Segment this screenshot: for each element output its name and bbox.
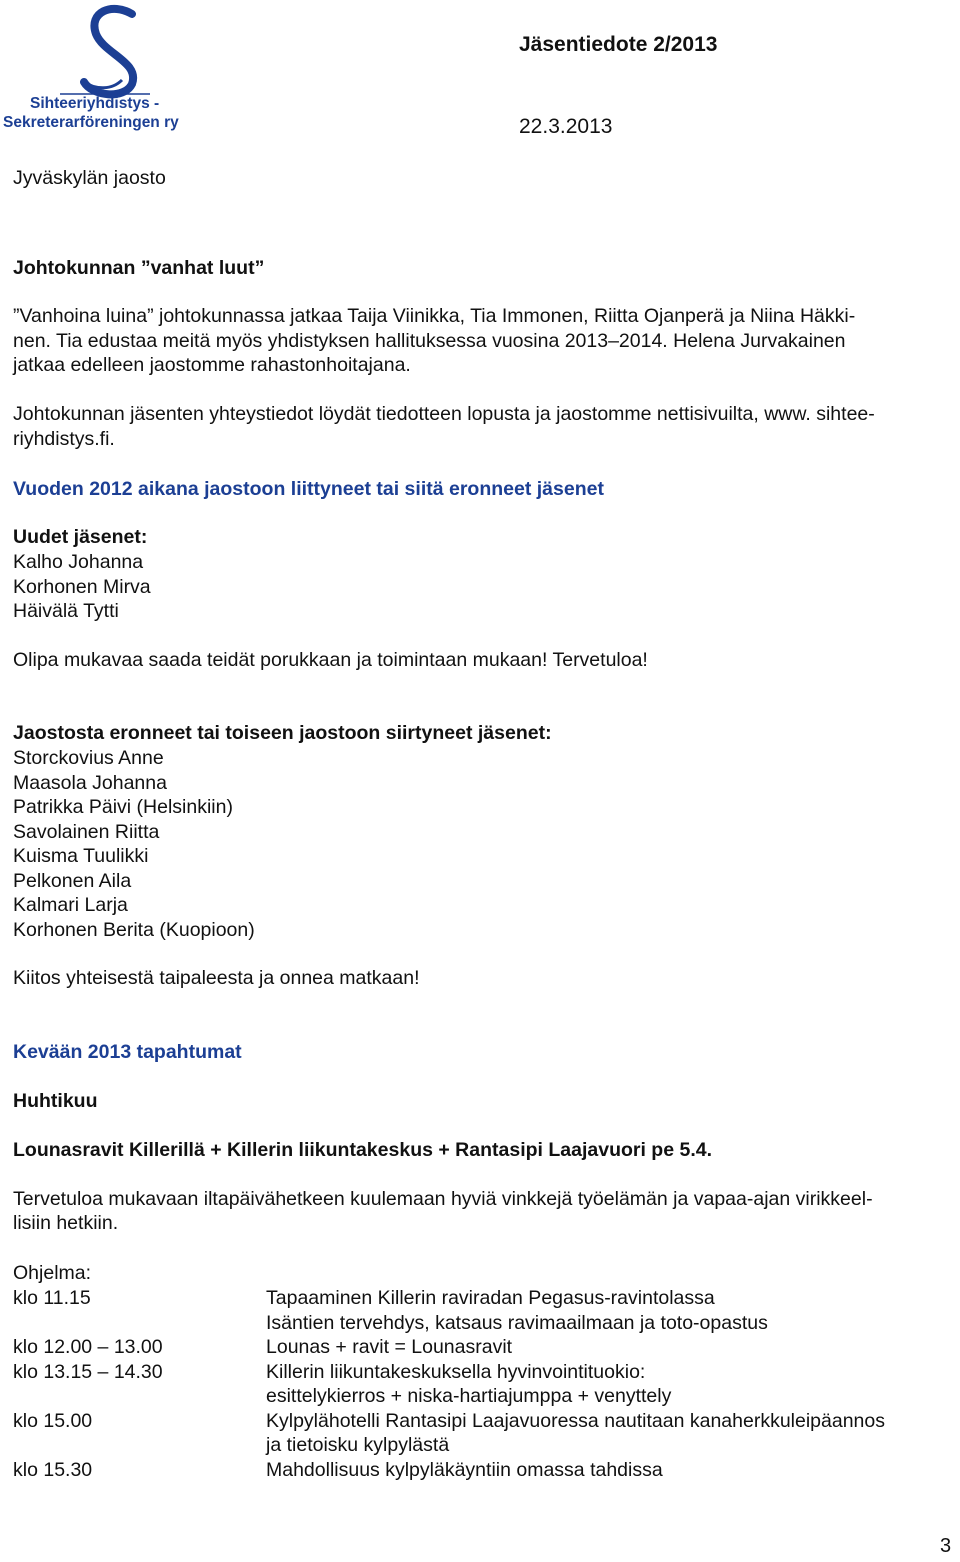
board-heading: Johtokunnan ”vanhat luut” <box>13 257 265 279</box>
bulletin-title: Jäsentiedote 2/2013 <box>519 33 718 56</box>
new-members-heading: Uudet jäsenet: <box>13 526 148 548</box>
board-paragraph-line: nen. Tia edustaa meitä myös yhdistyksen hallituksessa vuosina 2013–2014. Helena Jurvakainen <box>13 330 846 352</box>
program-row <box>13 1360 913 1409</box>
program-label: Ohjelma: <box>13 1262 92 1284</box>
program-description: Kylpylähotelli Rantasipi Laajavuoressa nautitaan kanaherkkuleipäannos <box>266 1409 885 1432</box>
program-description: Mahdollisuus kylpyläkäyntiin omassa tahdissa <box>266 1458 663 1481</box>
left-members-list <box>13 746 255 942</box>
month-heading: Huhtikuu <box>13 1090 98 1112</box>
list-item: Kalho Johanna <box>13 551 144 573</box>
program-time: klo 15.30 <box>13 1458 93 1481</box>
event-intro-line: lisiin hetkiin. <box>13 1212 119 1234</box>
list-item: Korhonen Berita (Kuopioon) <box>13 918 255 941</box>
list-item: Korhonen Mirva <box>13 575 151 598</box>
list-item: Patrikka Päivi (Helsinkiin) <box>13 796 233 818</box>
members-heading: Vuoden 2012 aikana jaostoon liittyneet tai siitä eronneet jäsenet <box>13 478 604 500</box>
program-description: Tapaaminen Killerin raviradan Pegasus-ravintolassa <box>266 1287 715 1309</box>
organization-logo <box>0 0 200 140</box>
program-row <box>13 1286 913 1335</box>
bulletin-date: 22.3.2013 <box>519 115 613 138</box>
event-intro-line: Tervetuloa mukavaan iltapäivähetkeen kuulemaan hyviä vinkkejä työelämän ja vapaa-ajan virikkeel- <box>13 1188 873 1210</box>
new-members-list <box>13 550 151 624</box>
program-row <box>13 1335 913 1360</box>
program-description: Lounas + ravit = Lounasravit <box>266 1336 513 1358</box>
left-members-heading: Jaostosta eronneet tai toiseen jaostoon siirtyneet jäsenet: <box>13 722 552 744</box>
list-item: Kalmari Larja <box>13 894 128 916</box>
program-time: klo 12.00 – 13.00 <box>13 1336 163 1358</box>
program-row <box>13 1458 913 1483</box>
list-item: Pelkonen Aila <box>13 869 132 892</box>
program-description: esittelykierros + niska-hartiajumppa + venyttely <box>266 1385 672 1407</box>
program-description: Killerin liikuntakeskuksella hyvinvointituokio: <box>266 1360 646 1383</box>
program-schedule <box>13 1286 913 1482</box>
events-heading: Kevään 2013 tapahtumat <box>13 1041 242 1063</box>
contact-paragraph-line: Johtokunnan jäsenten yhteystiedot löydät tiedotteen lopusta ja jaostomme nettisivuilta, www. sihtee- <box>13 403 875 425</box>
program-time: klo 13.15 – 14.30 <box>13 1360 163 1383</box>
event-title: Lounasravit Killerillä + Killerin liikuntakeskus + Rantasipi Laajavuori pe 5.4. <box>13 1139 713 1161</box>
board-paragraph-line: ”Vanhoina luina” johtokunnassa jatkaa Taija Viinikka, Tia Immonen, Riitta Ojanperä ja Niina Häkki- <box>13 305 856 327</box>
program-row <box>13 1409 913 1458</box>
logo-text-line1: Sihteeriyhdistys - <box>30 95 160 112</box>
list-item: Storckovius Anne <box>13 747 164 769</box>
board-paragraph-line: jatkaa edelleen jaostomme rahastonhoitajana. <box>13 354 411 376</box>
logo-text-line2: Sekreterarföreningen ry <box>3 114 179 131</box>
program-time: klo 11.15 <box>13 1287 91 1309</box>
list-item: Kuisma Tuulikki <box>13 845 149 867</box>
contact-paragraph-line: riyhdistys.fi. <box>13 428 115 450</box>
program-description: ja tietoisku kylpylästä <box>266 1434 450 1456</box>
welcome-text: Olipa mukavaa saada teidät porukkaan ja toimintaan mukaan! Tervetuloa! <box>13 649 648 671</box>
program-description: Isäntien tervehdys, katsaus ravimaailmaan ja toto-opastus <box>266 1311 768 1334</box>
list-item: Häivälä Tytti <box>13 600 119 622</box>
page-number: 3 <box>940 1535 952 1557</box>
thanks-text: Kiitos yhteisestä taipaleesta ja onnea matkaan! <box>13 967 420 989</box>
program-time: klo 15.00 <box>13 1409 93 1432</box>
list-item: Savolainen Riitta <box>13 820 160 843</box>
list-item: Maasola Johanna <box>13 771 167 794</box>
section-name: Jyväskylän jaosto <box>13 167 166 189</box>
logo-s-mark-icon <box>0 0 200 100</box>
